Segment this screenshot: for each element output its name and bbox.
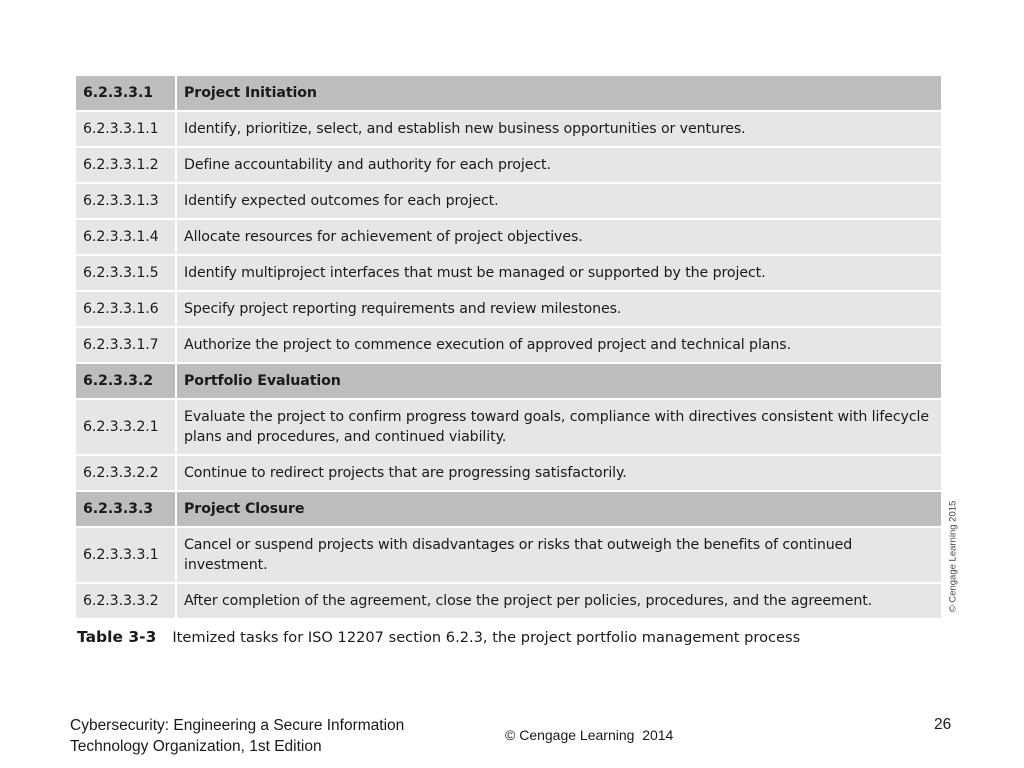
task-id: 6.2.3.3.1.3 (76, 183, 176, 219)
task-id: 6.2.3.3.1.5 (76, 255, 176, 291)
table-section-row (76, 76, 941, 111)
image-credit (946, 496, 960, 616)
task-description: Allocate resources for achievement of project objectives. (176, 219, 941, 255)
caption-label: Table 3-3 (77, 628, 157, 646)
section-title: Project Initiation (176, 76, 941, 111)
section-id: 6.2.3.3.2 (76, 363, 176, 399)
task-id: 6.2.3.3.1.1 (76, 111, 176, 147)
table-caption (77, 628, 800, 646)
copyright-notice: © Cengage Learning 2014 (505, 727, 674, 743)
task-description: Evaluate the project to confirm progress toward goals, compliance with directives consistent with lifecycle plans and procedures, and continued viability. (176, 399, 941, 455)
table-row (76, 255, 941, 291)
section-id: 6.2.3.3.1 (76, 76, 176, 111)
image-credit-text: © Cengage Learning 2015 (947, 500, 959, 612)
page-number: 26 (934, 716, 952, 733)
table-row (76, 527, 941, 583)
table-row (76, 399, 941, 455)
book-title-line1: Cybersecurity: Engineering a Secure Information (70, 717, 405, 734)
task-id: 6.2.3.3.1.7 (76, 327, 176, 363)
task-description: Identify, prioritize, select, and establish new business opportunities or ventures. (176, 111, 941, 147)
table-row (76, 291, 941, 327)
caption-text: Itemized tasks for ISO 12207 section 6.2.3, the project portfolio management process (172, 629, 801, 646)
task-description: Continue to redirect projects that are progressing satisfactorily. (176, 455, 941, 491)
task-id: 6.2.3.3.2.1 (76, 399, 176, 455)
table-row (76, 219, 941, 255)
table-row (76, 583, 941, 618)
book-title (70, 715, 470, 757)
task-id: 6.2.3.3.1.2 (76, 147, 176, 183)
table-row (76, 147, 941, 183)
table-section-row (76, 363, 941, 399)
section-title: Portfolio Evaluation (176, 363, 941, 399)
task-id: 6.2.3.3.3.1 (76, 527, 176, 583)
task-id: 6.2.3.3.2.2 (76, 455, 176, 491)
task-description: Authorize the project to commence execution of approved project and technical plans. (176, 327, 941, 363)
task-id: 6.2.3.3.1.6 (76, 291, 176, 327)
book-title-line2: Technology Organization, 1st Edition (70, 738, 322, 755)
table-row (76, 111, 941, 147)
section-id: 6.2.3.3.3 (76, 491, 176, 527)
table-row (76, 183, 941, 219)
task-id: 6.2.3.3.3.2 (76, 583, 176, 618)
task-description: Cancel or suspend projects with disadvantages or risks that outweigh the benefits of continued investment. (176, 527, 941, 583)
task-description: Specify project reporting requirements and review milestones. (176, 291, 941, 327)
task-description: Identify multiproject interfaces that must be managed or supported by the project. (176, 255, 941, 291)
task-description: After completion of the agreement, close the project per policies, procedures, and the agreement. (176, 583, 941, 618)
table-row (76, 327, 941, 363)
table-row (76, 455, 941, 491)
iso-task-table (76, 76, 941, 618)
section-title: Project Closure (176, 491, 941, 527)
task-id: 6.2.3.3.1.4 (76, 219, 176, 255)
task-description: Identify expected outcomes for each project. (176, 183, 941, 219)
table-section-row (76, 491, 941, 527)
task-description: Define accountability and authority for each project. (176, 147, 941, 183)
